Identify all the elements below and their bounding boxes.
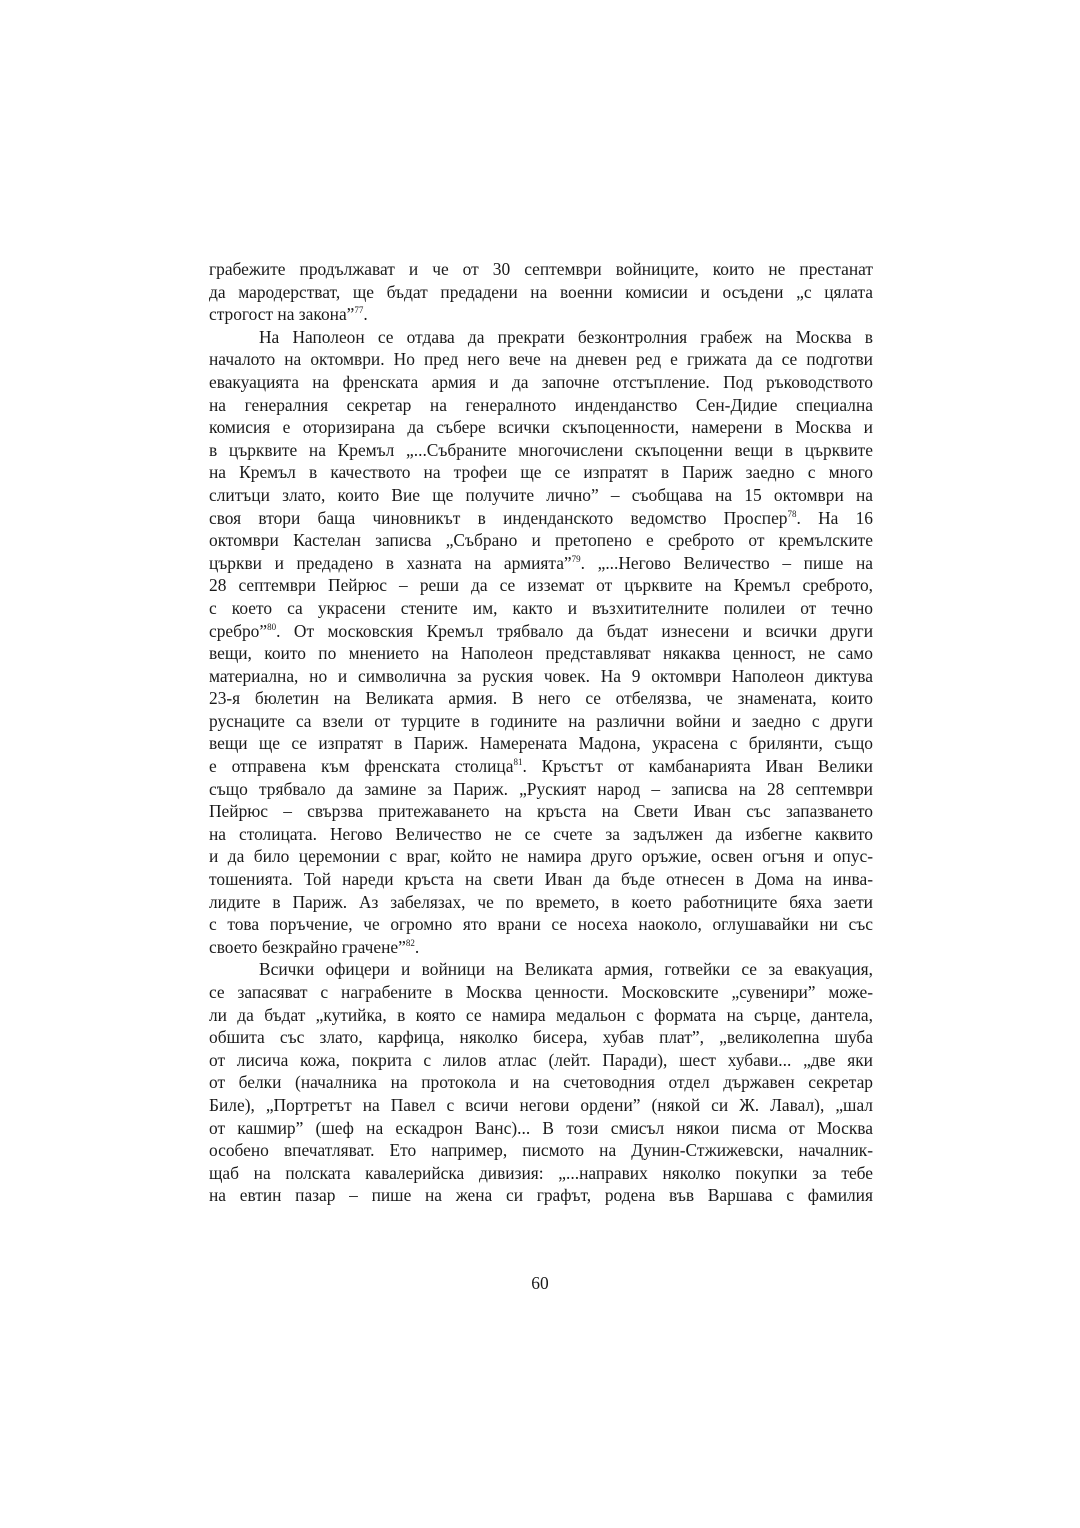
text-line	[209, 845, 873, 868]
text-segment: особено впечатляват. Ето например, писмото на Дунин-Стжижевски, началник-	[209, 1140, 873, 1161]
text-segment: обшита със злато, карфица, няколко бисера, хубав плат”, „великолепна шуба	[209, 1027, 873, 1048]
text-segment: руснаците са взели от турците в годините на различни войни и заедно с други	[209, 710, 873, 731]
text-line	[209, 348, 873, 371]
text-line	[209, 823, 873, 846]
text-line	[209, 507, 873, 530]
body-text	[209, 258, 873, 1207]
text-segment: Пейрюс – свързва притежаването на кръста на Свети Иван със запазването	[209, 801, 873, 822]
text-segment: вещи, които по мнението на Наполеон представляват някаква ценност, не само	[209, 643, 873, 664]
text-segment: строгост на закона”	[209, 304, 355, 325]
text-segment: и да било церемонии с враг, който не намира друго оръжие, освен огъня и опус-	[209, 846, 873, 867]
text-line	[209, 778, 873, 801]
text-segment: лидите в Париж. Аз забелязах, че по времето, в което работниците бяха заети	[209, 891, 873, 912]
text-segment: църкви и предадено в хазната на армията”	[209, 552, 572, 573]
text-segment: на евтин пазар – пише на жена си графът, родена във Варшава с фамилия	[209, 1185, 873, 1206]
text-line	[209, 1026, 873, 1049]
text-segment: вещи ще се изпратят в Париж. Намерената Мадона, украсена с брилянти, също	[209, 733, 873, 754]
text-segment: .	[363, 304, 368, 325]
text-segment: евакуацията на френската армия и да започне отстъпление. Под ръководството	[209, 371, 873, 392]
text-segment: да мародерстват, ще бъдат предадени на военни комисии и осъдени „с цялата	[209, 281, 873, 302]
text-segment: тошенията. Той нареди кръста на свети Иван да бъде отнесен в Дома на инва-	[209, 869, 873, 890]
paragraph	[209, 258, 873, 326]
text-line	[209, 529, 873, 552]
text-segment: също трябвало да замине за Париж. „Руският народ – записва на 28 септември	[209, 778, 873, 799]
text-segment: материална, но и символична за руския човек. На 9 октомври Наполеон диктува	[209, 665, 873, 686]
footnote-ref: 81	[513, 757, 523, 768]
footnote-ref: 80	[267, 621, 277, 632]
text-segment: 23-я бюлетин на Великата армия. В него се отбелязва, че знамената, които	[209, 688, 873, 709]
text-line	[209, 439, 873, 462]
text-segment: от белки (началника на протокола и на счетоводния отдел държавен секретар	[209, 1072, 873, 1093]
text-segment: с което са украсени стените им, както и възхитителните полилеи от течно	[209, 597, 873, 618]
text-segment: на столицата. Негово Величество не се счете за задължен да избегне каквито	[209, 823, 873, 844]
text-segment: се запасяват с награбените в Москва ценности. Московските „сувенири” може-	[209, 982, 873, 1002]
text-line	[209, 665, 873, 688]
text-line	[209, 1162, 873, 1185]
text-line	[209, 1184, 873, 1207]
text-line	[209, 936, 873, 959]
text-line	[209, 258, 873, 281]
text-segment: от лисича кожа, покрита с лилов атлас (лейт. Паради), шест хубави... „две яки	[209, 1049, 873, 1070]
text-line	[209, 281, 873, 304]
text-segment: ли да бъдат „кутийка, в която се намира медальон с формата на сърце, дантела,	[209, 1004, 873, 1025]
text-segment: . Кръстът от камбанарията Иван Велики	[522, 756, 873, 777]
paragraph	[209, 326, 873, 959]
text-segment: началото на октомври. Но пред него вече на дневен ред е грижата да се подготви	[209, 349, 873, 370]
text-segment: щаб на полската кавалерийска дивизия: „...направих няколко покупки за тебе	[209, 1162, 873, 1183]
text-line	[209, 394, 873, 417]
text-line	[209, 1049, 873, 1072]
text-segment: .	[414, 936, 420, 957]
text-segment: от кашмир” (шеф на ескадрон Ванс)... В този смисъл някои писма от Москва	[209, 1117, 873, 1138]
text-line	[209, 1094, 873, 1117]
text-segment: Всички офицери и войници на Великата армия, готвейки се за евакуация,	[259, 959, 873, 980]
text-line	[209, 891, 873, 914]
text-line	[209, 303, 873, 326]
text-segment: грабежите продължават и че от 30 септември войниците, които не престанат	[209, 259, 873, 279]
text-line	[209, 371, 873, 394]
text-line	[209, 800, 873, 823]
text-line	[209, 574, 873, 597]
text-line	[209, 732, 873, 755]
text-segment: е отправена към френската столица	[209, 756, 514, 777]
paragraph	[209, 958, 873, 1207]
text-line	[209, 913, 873, 936]
text-segment: Биле), „Портретът на Павел с всичи негови ордени” (някой си Ж. Лавал), „шал	[209, 1094, 873, 1115]
text-segment: . На 16	[796, 507, 873, 528]
footnote-ref: 79	[571, 553, 581, 564]
text-line	[209, 1117, 873, 1140]
footnote-ref: 78	[787, 508, 797, 519]
text-line	[209, 552, 873, 575]
text-line	[209, 687, 873, 710]
text-line	[209, 1004, 873, 1027]
text-line	[209, 484, 873, 507]
text-segment: . От московския Кремъл трябвало да бъдат изнесени и всички други	[276, 620, 873, 641]
text-line	[209, 1139, 873, 1162]
text-segment: на Кремъл в качеството на трофеи ще се изпратят в Париж заедно с много	[209, 462, 873, 483]
text-segment: на генералния секретар на генералното инденданство Сен-Дидие специална	[209, 394, 873, 415]
text-line	[209, 981, 873, 1004]
text-segment: с това поръчение, че огромно ято врани се носеха наоколо, оглушавайки ни със	[209, 914, 873, 935]
text-line	[209, 868, 873, 891]
footnote-ref: 77	[354, 305, 364, 316]
text-line	[209, 461, 873, 484]
text-segment: октомври Кастелан записва „Събрано и претопено е среброто от кремълските	[209, 530, 873, 551]
text-line	[209, 326, 873, 349]
text-line	[209, 1071, 873, 1094]
text-segment: На Наполеон се отдава да прекрати безконтролния грабеж на Москва в	[259, 326, 873, 347]
text-segment: комисия е оторизирана да събере всички скъпоценности, намерени в Москва и	[209, 417, 873, 438]
text-line	[209, 755, 873, 778]
text-line	[209, 958, 873, 981]
text-segment: 28 септември Пейрюс – реши да се изземат от църквите на Кремъл среброто,	[209, 575, 873, 596]
text-line	[209, 416, 873, 439]
text-line	[209, 710, 873, 733]
page-number: 60	[531, 1273, 549, 1293]
text-line	[209, 597, 873, 620]
footnote-ref: 82	[405, 937, 415, 948]
text-segment: . „...Негово Величество – пише на	[580, 552, 874, 573]
text-segment: слитъци злато, които Вие ще получите лично” – съобщава на 15 октомври на	[209, 484, 873, 505]
text-line	[209, 642, 873, 665]
text-segment: своето безкрайно грачене”	[209, 936, 406, 957]
text-line	[209, 620, 873, 643]
text-segment: в църквите на Кремъл „...Събраните многочислени скъпоценни вещи в църквите	[209, 439, 873, 460]
text-segment: своя втори баща чиновникът в инденданското ведомство Проспер	[209, 507, 788, 528]
text-segment: сребро”	[209, 620, 268, 641]
